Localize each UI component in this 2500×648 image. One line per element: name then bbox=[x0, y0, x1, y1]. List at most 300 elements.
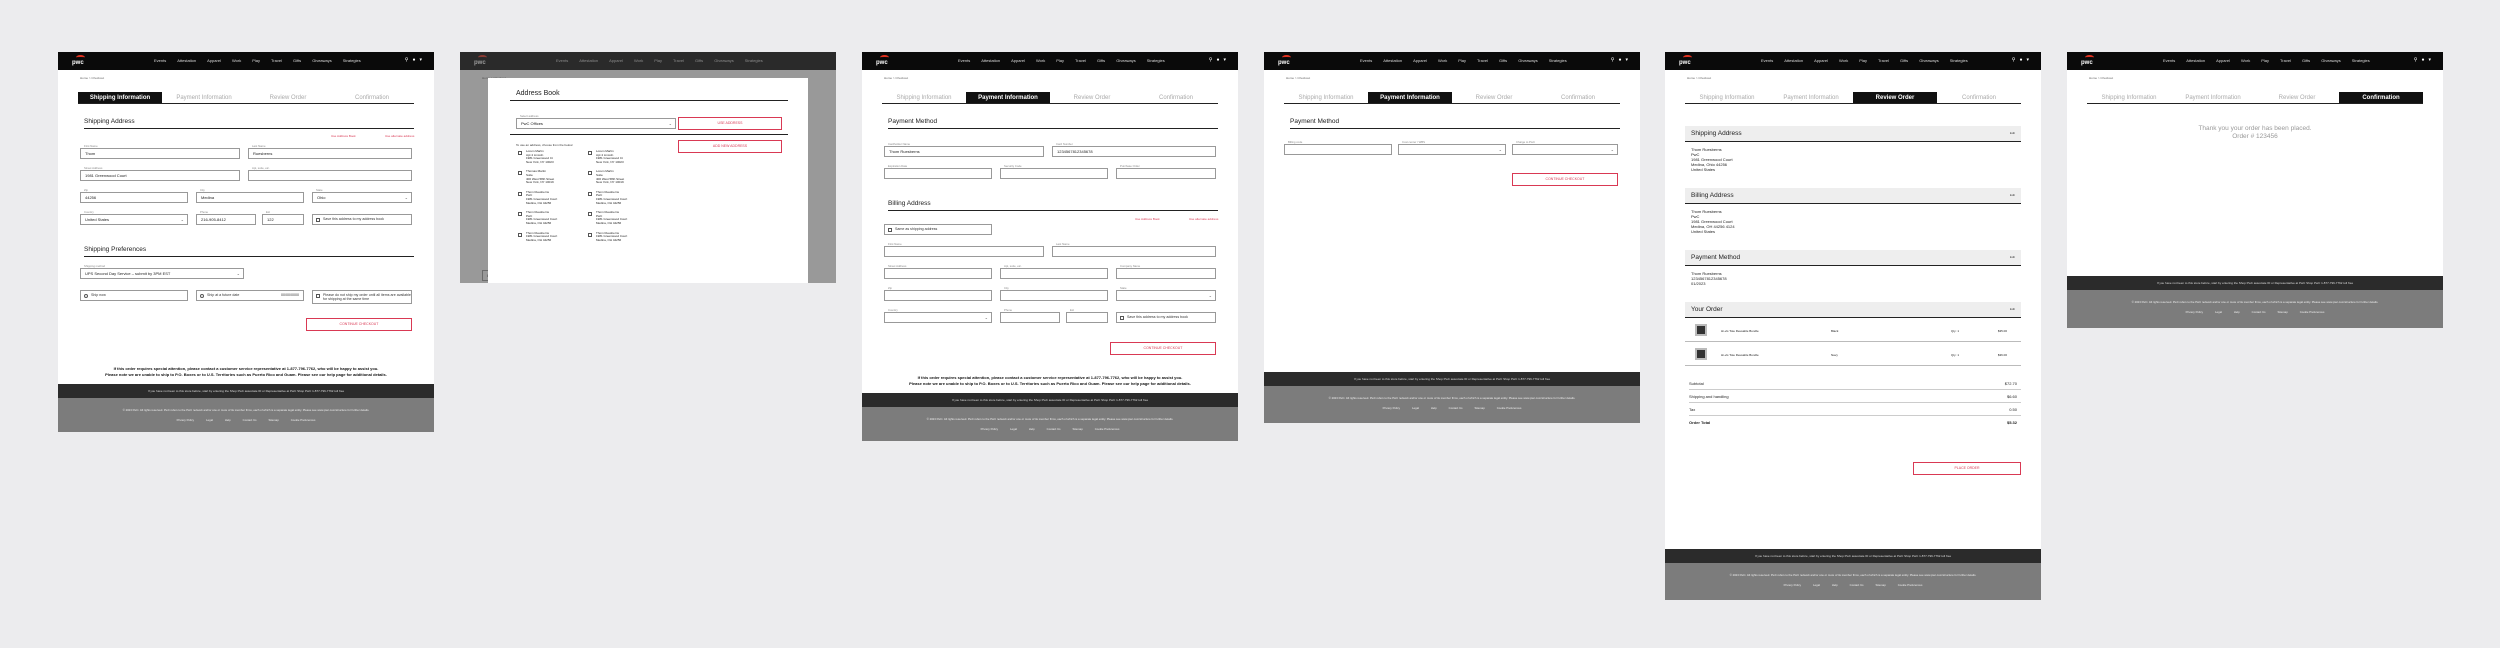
footer-band: If you have not been to this store before, start by entering the Shop PwC associate ID or Representative at PwC Shop PwC 1-877-796-7762 toll free bbox=[2067, 276, 2443, 290]
breadcrumb[interactable]: Home > Checkout bbox=[80, 76, 105, 80]
footer-link[interactable]: Privacy Policy bbox=[980, 427, 999, 431]
continue-checkout-button[interactable]: CONTINUE CHECKOUT bbox=[1512, 173, 1618, 186]
field-label: Charge to PwC bbox=[1516, 140, 1535, 144]
top-nav bbox=[58, 52, 434, 70]
checkbox-icon bbox=[588, 192, 592, 196]
section-title-text: Payment Method bbox=[1691, 254, 1741, 261]
top-nav bbox=[2067, 52, 2443, 70]
footer-links bbox=[1665, 583, 2041, 587]
step-review[interactable]: Review Order bbox=[1073, 95, 1111, 101]
checkbox-icon bbox=[316, 218, 320, 222]
section-title bbox=[1685, 126, 2021, 142]
item-color: Black bbox=[1831, 329, 1839, 333]
special-attention-note: If this order requires special attention, please contact a customer service representative at 1-877-796-7762, who will be happy to assist you. bbox=[113, 366, 379, 371]
breadcrumb[interactable]: Home > Checkout bbox=[884, 76, 909, 80]
cart-icon[interactable]: ▾ bbox=[419, 57, 422, 63]
field-label: Card Number bbox=[1056, 142, 1073, 146]
footer-legal: © 2023 PwC. All rights reserved. PwC refers to the PwC network and/or one or more of its member firms, each of which is a separate legal entity. Please see www.pwc.com/structure for further details. bbox=[1729, 573, 1977, 577]
section-title-text: Shipping Address bbox=[1691, 130, 1742, 137]
nav-link[interactable]: Strategies bbox=[1146, 58, 1165, 63]
address-entry[interactable]: Thom Ruesberns PwC 1981 Greenwood Court Medina, OH 44256 bbox=[588, 191, 658, 205]
edit-link[interactable]: Edit bbox=[2009, 307, 2015, 311]
address-entry[interactable]: Lorem Martin Apt 4 Lincoln 1981 Greenwood Ct New York, NY 10023 bbox=[518, 150, 588, 164]
row-label: Tax bbox=[1689, 407, 1696, 412]
po-box-note: Please note we are unable to ship to P.O. Boxes or to U.S. Territories such as Puerto Rico and Guam. Please see our help page for additional details. bbox=[909, 381, 1191, 386]
state-select[interactable] bbox=[312, 188, 412, 203]
item-name: Hi-vis Tote Reusable Bundle bbox=[1721, 353, 1759, 357]
footer-link[interactable]: Privacy Policy bbox=[2185, 310, 2204, 314]
field-label: City bbox=[1004, 286, 1009, 290]
step-review[interactable]: Review Order bbox=[2278, 95, 2316, 101]
field-label: Street Address bbox=[888, 264, 907, 268]
step-shipping[interactable]: Shipping Information bbox=[78, 92, 162, 103]
step-confirmation[interactable]: Confirmation bbox=[1961, 95, 1996, 101]
place-order-button[interactable]: PLACE ORDER bbox=[1913, 462, 2021, 475]
cardholder-name-field[interactable] bbox=[884, 142, 1044, 157]
nav-link[interactable]: Strategies bbox=[1548, 58, 1567, 63]
field-label: Apt, suite, etc. bbox=[252, 166, 270, 170]
expiration-field[interactable] bbox=[884, 164, 992, 179]
step-payment[interactable]: Payment Information bbox=[2185, 95, 2241, 101]
step-confirmation[interactable]: Confirmation bbox=[2339, 92, 2423, 103]
nav-link[interactable]: Giveaways bbox=[312, 58, 332, 63]
search-icon[interactable]: ⚲ bbox=[1610, 57, 1615, 63]
step-payment[interactable]: Payment Information bbox=[1783, 95, 1839, 101]
nav-link[interactable]: Travel bbox=[270, 58, 282, 63]
continue-checkout-button[interactable]: CONTINUE CHECKOUT bbox=[1110, 342, 1216, 355]
street-address-field[interactable] bbox=[80, 166, 240, 181]
nav-link[interactable]: Attestation bbox=[981, 58, 1001, 63]
step-review[interactable]: Review Order bbox=[269, 95, 307, 101]
address-entry[interactable]: Thom Ruesberns PwC 1981 Greenwood Court Medina, OH 44256 bbox=[518, 191, 588, 205]
user-icon[interactable]: ● bbox=[2019, 57, 2023, 63]
top-nav bbox=[1665, 52, 2041, 70]
ship-date-value: 00/00/0000 bbox=[281, 293, 299, 297]
field-label: Last Name bbox=[1056, 242, 1070, 246]
footer-link[interactable]: Sitemap bbox=[268, 418, 279, 422]
nav-link[interactable]: Events bbox=[1360, 58, 1373, 63]
address-entry[interactable]: Lorem Martin Suite 400 West 58th Street New York, NY 10019 bbox=[588, 170, 658, 184]
radio-label: Ship at a future date bbox=[207, 293, 240, 297]
nav-link[interactable]: Apparel bbox=[207, 58, 221, 63]
footer-link[interactable]: Sitemap bbox=[1875, 583, 1886, 587]
item-qty: Qty: 1 bbox=[1951, 353, 1960, 357]
card-number-field[interactable] bbox=[1052, 142, 1216, 157]
field-label: Phone bbox=[1004, 308, 1013, 312]
radio-label: Ship now bbox=[91, 293, 106, 297]
same-as-shipping-checkbox[interactable] bbox=[884, 224, 992, 235]
zip-field[interactable] bbox=[884, 286, 992, 301]
use-alternate-address-link[interactable]: Use alternate address bbox=[385, 134, 415, 138]
footer-link[interactable]: Legal bbox=[2215, 310, 2222, 314]
footer-link[interactable]: Help bbox=[1831, 583, 1838, 587]
footer-link[interactable]: Privacy Policy bbox=[1783, 583, 1802, 587]
chevron-down-icon: ⌄ bbox=[236, 271, 240, 276]
footer-link[interactable]: Privacy Policy bbox=[1382, 406, 1401, 410]
user-icon[interactable]: ● bbox=[2421, 57, 2425, 63]
cart-icon[interactable]: ▾ bbox=[2026, 57, 2029, 63]
save-address-checkbox[interactable] bbox=[312, 214, 412, 225]
cart-icon[interactable]: ▾ bbox=[1223, 57, 1226, 63]
field-label: Select address bbox=[520, 114, 539, 118]
address-entry[interactable]: Thom Ruesberns PwC 1981 Greenwood Court Medina, OH 44256 bbox=[588, 211, 658, 225]
nav-link[interactable]: Play bbox=[2261, 58, 2269, 63]
address-entry[interactable]: Thom Ruesberns 1981 Greenwood Court Medina, OH 44256 bbox=[518, 232, 588, 243]
nav-link[interactable]: Strategies bbox=[2351, 58, 2370, 63]
step-review[interactable]: Review Order bbox=[1853, 92, 1937, 103]
step-shipping[interactable]: Shipping Information bbox=[1699, 95, 1755, 101]
search-icon[interactable]: ⚲ bbox=[1208, 57, 1213, 63]
checkout-steps bbox=[1685, 92, 2021, 104]
modal-title: Address Book bbox=[516, 90, 560, 97]
save-address-checkbox[interactable] bbox=[1116, 312, 1216, 323]
use-address-button[interactable]: USE ADDRESS bbox=[678, 117, 782, 130]
ext-field[interactable] bbox=[1066, 308, 1108, 323]
breadcrumb[interactable]: Home > Checkout bbox=[1286, 76, 1311, 80]
field-value: United States bbox=[85, 217, 110, 222]
footer-link[interactable]: Legal bbox=[206, 418, 213, 422]
field-label: Security Code bbox=[1004, 164, 1022, 168]
footer-link[interactable]: Legal bbox=[1412, 406, 1419, 410]
user-icon[interactable]: ● bbox=[1216, 57, 1220, 63]
city-field[interactable] bbox=[196, 188, 304, 203]
field-value: 216-905-8412 bbox=[201, 217, 226, 222]
nav-link[interactable]: Events bbox=[154, 58, 167, 63]
nav-link[interactable]: Work bbox=[1838, 58, 1849, 63]
nav-link[interactable]: Gifts bbox=[292, 58, 302, 63]
nav-link[interactable]: Giveaways bbox=[1518, 58, 1538, 63]
footer-link[interactable]: Contact Us bbox=[2251, 310, 2266, 314]
address-book-modal bbox=[488, 78, 808, 283]
no-partial-ship-checkbox[interactable] bbox=[312, 290, 412, 304]
nav-icons bbox=[1611, 57, 1628, 63]
footer-link[interactable]: Cookie Preferences bbox=[290, 418, 316, 422]
screen-payment bbox=[862, 52, 1238, 441]
checkbox-icon bbox=[888, 228, 892, 232]
nav-link[interactable]: Attestation bbox=[1784, 58, 1804, 63]
section-title-text: Billing Address bbox=[1691, 192, 1734, 199]
footer-link[interactable]: Cookie Preferences bbox=[1094, 427, 1120, 431]
step-shipping[interactable]: Shipping Information bbox=[2101, 95, 2157, 101]
footer-band: If you have not been to this store before, start by entering the Shop PwC associate ID or Representative at PwC Shop PwC 1-877-796-7762 toll free bbox=[862, 393, 1238, 407]
breadcrumb[interactable]: Home > Checkout bbox=[2089, 76, 2114, 80]
step-shipping[interactable]: Shipping Information bbox=[1298, 95, 1354, 101]
nav-link[interactable]: Events bbox=[1761, 58, 1774, 63]
total-row bbox=[1689, 417, 2021, 429]
field-label: Street Address bbox=[84, 166, 103, 170]
use-alternate-address-link[interactable]: Use alternate address bbox=[1189, 217, 1219, 221]
checkbox-icon bbox=[588, 151, 592, 155]
cart-icon[interactable]: ▾ bbox=[1625, 57, 1628, 63]
nav-link[interactable]: Play bbox=[1859, 58, 1867, 63]
continue-checkout-button[interactable]: CONTINUE CHECKOUT bbox=[306, 318, 412, 331]
field-label: Cardholder Name bbox=[888, 142, 911, 146]
ship-later-radio[interactable] bbox=[196, 290, 304, 301]
step-review[interactable]: Review Order bbox=[1475, 95, 1513, 101]
order-number: Order # 123456 bbox=[2232, 133, 2278, 140]
nav-icons bbox=[2414, 57, 2431, 63]
phone-field[interactable] bbox=[196, 210, 256, 225]
first-name-field[interactable] bbox=[80, 144, 240, 159]
footer-legal: © 2023 PwC. All rights reserved. PwC refers to the PwC network and/or one or more of its member firms, each of which is a separate legal entity. Please see www.pwc.com/structure for further details. bbox=[926, 417, 1174, 421]
nav-link[interactable]: Apparel bbox=[2216, 58, 2230, 63]
footer-link[interactable]: Sitemap bbox=[1072, 427, 1083, 431]
footer-legal: © 2023 PwC. All rights reserved. PwC refers to the PwC network and/or one or more of its member firms, each of which is a separate legal entity. Please see www.pwc.com/structure for further details. bbox=[122, 408, 370, 412]
search-icon[interactable]: ⚲ bbox=[2413, 57, 2418, 63]
address-list bbox=[518, 150, 658, 242]
field-label: State bbox=[1120, 286, 1127, 290]
pwc-logo[interactable]: pwc bbox=[876, 55, 890, 67]
nav-link[interactable]: Attestation bbox=[2186, 58, 2206, 63]
chevron-down-icon: ⌄ bbox=[1208, 293, 1212, 298]
checkout-steps bbox=[78, 92, 414, 104]
field-label: First Name bbox=[84, 144, 98, 148]
edit-link[interactable]: Edit bbox=[2009, 255, 2015, 259]
nav-links bbox=[1761, 58, 1968, 63]
row-value: $5.32 bbox=[2006, 420, 2017, 425]
payment-summary: Thom Ruesberns 1234567812345678 01/2023 bbox=[1691, 271, 1727, 286]
footer-link[interactable]: Cookie Preferences bbox=[1897, 583, 1923, 587]
footer-links bbox=[1264, 406, 1640, 410]
footer-links bbox=[862, 427, 1238, 431]
street-address-field[interactable] bbox=[884, 264, 992, 279]
step-confirmation[interactable]: Confirmation bbox=[1560, 95, 1595, 101]
apt-suite-field[interactable] bbox=[1000, 264, 1108, 279]
phone-field[interactable] bbox=[1000, 308, 1060, 323]
use-address-book-link[interactable]: Use Address Book bbox=[1135, 217, 1160, 221]
checkout-steps bbox=[2087, 92, 2423, 104]
nav-link[interactable]: Gifts bbox=[1498, 58, 1508, 63]
footer-links bbox=[2067, 310, 2443, 314]
nav-link[interactable]: Work bbox=[1437, 58, 1448, 63]
nav-link[interactable]: Strategies bbox=[342, 58, 361, 63]
field-label: Purchase Order bbox=[1120, 164, 1140, 168]
footer-link[interactable]: Sitemap bbox=[1474, 406, 1485, 410]
chevron-down-icon: ⌄ bbox=[404, 195, 408, 200]
address-entry[interactable]: Lorem Martin Apt 4 Lincoln 1981 Greenwood Ct New York, NY 10023 bbox=[588, 150, 658, 164]
radio-icon bbox=[200, 294, 204, 298]
nav-link[interactable]: Play bbox=[252, 58, 260, 63]
ext-field[interactable] bbox=[262, 210, 304, 225]
step-payment[interactable]: Payment Information bbox=[1368, 92, 1452, 103]
nav-link[interactable]: Travel bbox=[1074, 58, 1086, 63]
nav-link[interactable]: Travel bbox=[1877, 58, 1889, 63]
purchase-order-field[interactable] bbox=[1116, 164, 1216, 179]
tax-row bbox=[1689, 404, 2021, 416]
nav-link[interactable]: Gifts bbox=[1899, 58, 1909, 63]
search-icon[interactable]: ⚲ bbox=[2011, 57, 2016, 63]
row-label: Order Total bbox=[1689, 420, 1711, 425]
field-label: Apt, suite, etc. bbox=[1004, 264, 1022, 268]
footer-link[interactable]: Contact Us bbox=[1849, 583, 1864, 587]
footer-link[interactable]: Help bbox=[224, 418, 231, 422]
footer-band: If you have not been to this store before, start by entering the Shop PwC associate ID or Representative at PwC Shop PwC 1-877-796-7762 toll free bbox=[1264, 372, 1640, 386]
country-select[interactable] bbox=[884, 308, 992, 323]
step-confirmation[interactable]: Confirmation bbox=[1158, 95, 1193, 101]
footer-link[interactable]: Contact Us bbox=[1448, 406, 1463, 410]
state-select[interactable] bbox=[1116, 286, 1216, 301]
section-title bbox=[1685, 188, 2021, 204]
pwc-logo[interactable]: pwc bbox=[1679, 55, 1693, 67]
footer-link[interactable]: Cookie Preferences bbox=[1496, 406, 1522, 410]
city-field[interactable] bbox=[1000, 286, 1108, 301]
field-label: Country bbox=[84, 210, 94, 214]
footer bbox=[1665, 563, 2041, 600]
item-qty: Qty: 1 bbox=[1951, 329, 1960, 333]
nav-link[interactable]: Giveaways bbox=[1919, 58, 1939, 63]
step-confirmation[interactable]: Confirmation bbox=[354, 95, 389, 101]
divider bbox=[510, 134, 788, 135]
footer-band: If you have not been to this store before, start by entering the Shop PwC associate ID or Representative at PwC Shop PwC 1-877-796-7762 toll free bbox=[58, 384, 434, 398]
ship-now-radio[interactable] bbox=[80, 290, 188, 301]
user-icon[interactable]: ● bbox=[1618, 57, 1622, 63]
footer-link[interactable]: Legal bbox=[1010, 427, 1017, 431]
footer-link[interactable]: Contact Us bbox=[1046, 427, 1061, 431]
nav-link[interactable]: Apparel bbox=[1413, 58, 1427, 63]
cost-center-select[interactable] bbox=[1398, 140, 1506, 155]
footer-link[interactable]: Sitemap bbox=[2277, 310, 2288, 314]
first-name-field[interactable] bbox=[884, 242, 1044, 257]
nav-link[interactable]: Work bbox=[2240, 58, 2251, 63]
footer-link[interactable]: Help bbox=[1028, 427, 1035, 431]
screen-shipping bbox=[58, 52, 434, 432]
use-address-book-link[interactable]: Use Address Book bbox=[331, 134, 356, 138]
field-label: Ext bbox=[1070, 308, 1075, 312]
nav-link[interactable]: Attestation bbox=[1383, 58, 1403, 63]
field-label: Phone bbox=[200, 210, 209, 214]
address-entry[interactable]: Thom Ruesberns PwC 1981 Greenwood Court Medina, OH 44256 bbox=[518, 211, 588, 225]
footer-link[interactable]: Cookie Preferences bbox=[2299, 310, 2325, 314]
item-name: Hi-vis Tote Reusable Bundle bbox=[1721, 329, 1759, 333]
footer bbox=[58, 398, 434, 432]
nav-link[interactable]: Apparel bbox=[1814, 58, 1828, 63]
field-label: Company Name bbox=[1120, 264, 1141, 268]
field-label: Cost center / WBS bbox=[1402, 140, 1426, 144]
pwc-logo[interactable]: pwc bbox=[2081, 55, 2095, 67]
field-label: Zip bbox=[84, 188, 88, 192]
last-name-field[interactable] bbox=[248, 144, 412, 159]
checkout-steps bbox=[1284, 92, 1620, 104]
footer-link[interactable]: Legal bbox=[1813, 583, 1820, 587]
field-label: Last Name bbox=[252, 144, 266, 148]
item-price: $35.00 bbox=[1997, 329, 2007, 333]
edit-link[interactable]: Edit bbox=[2009, 131, 2015, 135]
nav-link[interactable]: Strategies bbox=[1949, 58, 1968, 63]
nav-link[interactable]: Events bbox=[958, 58, 971, 63]
field-label: Shipping method bbox=[84, 264, 105, 268]
footer-legal: © 2023 PwC. All rights reserved. PwC refers to the PwC network and/or one or more of its member firms, each of which is a separate legal entity. Please see www.pwc.com/structure for further details. bbox=[2131, 300, 2379, 304]
field-value: Ohio bbox=[317, 195, 326, 200]
section-title: Shipping Preferences bbox=[84, 246, 414, 257]
footer-link[interactable]: Privacy Policy bbox=[176, 418, 195, 422]
row-label: Subtotal bbox=[1689, 381, 1704, 386]
nav-links bbox=[2163, 58, 2370, 63]
nav-link[interactable]: Play bbox=[1056, 58, 1064, 63]
company-field[interactable] bbox=[1116, 264, 1216, 279]
nav-link[interactable]: Gifts bbox=[1096, 58, 1106, 63]
checkbox-label: Save this address to my address book bbox=[1127, 315, 1188, 319]
divider bbox=[510, 100, 788, 101]
row-value: $6.60 bbox=[2006, 394, 2017, 399]
subtotal-row bbox=[1689, 378, 2021, 390]
field-label: State bbox=[316, 188, 323, 192]
nav-link[interactable]: Apparel bbox=[1011, 58, 1025, 63]
top-nav bbox=[862, 52, 1238, 70]
nav-icons bbox=[1209, 57, 1226, 63]
address-entry[interactable]: Thomas Martin Suite 400 West 58th Street New York, NY 10019 bbox=[518, 170, 588, 184]
security-code-field[interactable] bbox=[1000, 164, 1108, 179]
section-title: Shipping Address bbox=[84, 118, 414, 129]
step-payment[interactable]: Payment Information bbox=[176, 95, 232, 101]
screen-confirmation bbox=[2067, 52, 2443, 328]
nav-link[interactable]: Gifts bbox=[2301, 58, 2311, 63]
nav-link[interactable]: Attestation bbox=[177, 58, 197, 63]
pwc-logo[interactable]: pwc bbox=[1278, 55, 1292, 67]
zip-field[interactable] bbox=[80, 188, 188, 203]
checkbox-icon bbox=[588, 171, 592, 175]
last-name-field[interactable] bbox=[1052, 242, 1216, 257]
section-title bbox=[1685, 250, 2021, 266]
nav-link[interactable]: Giveaways bbox=[2321, 58, 2341, 63]
footer-link[interactable]: Help bbox=[1430, 406, 1437, 410]
row-value: $72.70 bbox=[2004, 381, 2017, 386]
shipping-row bbox=[1689, 391, 2021, 403]
footer bbox=[1264, 386, 1640, 423]
nav-link[interactable]: Work bbox=[231, 58, 242, 63]
nav-link[interactable]: Giveaways bbox=[1116, 58, 1136, 63]
pwc-logo[interactable]: pwc bbox=[72, 55, 86, 67]
step-payment[interactable]: Payment Information bbox=[966, 92, 1050, 103]
apt-suite-field[interactable] bbox=[248, 166, 412, 181]
po-box-note: Please note we are unable to ship to P.O. Boxes or to U.S. Territories such as Puerto Rico and Guam. Please see our help page for additional details. bbox=[105, 372, 387, 377]
address-entry[interactable]: Thom Ruesberns 1981 Greenwood Court Medina, OH 44256 bbox=[588, 232, 658, 243]
nav-link[interactable]: Travel bbox=[1476, 58, 1488, 63]
billing-code-field[interactable] bbox=[1284, 140, 1392, 155]
nav-link[interactable]: Work bbox=[1035, 58, 1046, 63]
field-label: Expiration Date bbox=[888, 164, 908, 168]
screen-payment-alternate bbox=[1264, 52, 1640, 423]
breadcrumb[interactable]: Home > Checkout bbox=[1687, 76, 1712, 80]
field-label: Zip bbox=[888, 286, 892, 290]
country-select[interactable] bbox=[80, 210, 188, 225]
user-icon[interactable]: ● bbox=[412, 57, 416, 63]
field-value: Medina bbox=[201, 195, 215, 200]
address-select[interactable] bbox=[516, 114, 676, 129]
nav-link[interactable]: Travel bbox=[2279, 58, 2291, 63]
edit-link[interactable]: Edit bbox=[2009, 193, 2015, 197]
charge-select[interactable] bbox=[1512, 140, 1618, 155]
search-icon[interactable]: ⚲ bbox=[404, 57, 409, 63]
shipping-method-select[interactable] bbox=[80, 264, 244, 279]
footer-links bbox=[58, 418, 434, 422]
field-value: Thom bbox=[85, 151, 96, 156]
cart-icon[interactable]: ▾ bbox=[2428, 57, 2431, 63]
footer-link[interactable]: Help bbox=[2233, 310, 2240, 314]
checkbox-icon bbox=[316, 294, 320, 298]
add-new-address-button[interactable]: ADD NEW ADDRESS bbox=[678, 140, 782, 153]
footer-link[interactable]: Contact Us bbox=[242, 418, 257, 422]
product-thumbnail bbox=[1695, 324, 1707, 336]
shipping-summary: Thom Ruesberns PwC 1981 Greenwood Court Medina, Ohio 44256 United States bbox=[1691, 147, 1733, 172]
billing-summary: Thom Ruesberns PwC 1981 Greenwood Court Medina, OH 44256 4124 United States bbox=[1691, 209, 1735, 234]
chevron-down-icon: ⌄ bbox=[1498, 147, 1502, 152]
checkbox-icon bbox=[518, 171, 522, 175]
nav-icons bbox=[2012, 57, 2029, 63]
nav-link[interactable]: Events bbox=[2163, 58, 2176, 63]
checkbox-icon bbox=[518, 192, 522, 196]
step-shipping[interactable]: Shipping Information bbox=[896, 95, 952, 101]
nav-link[interactable]: Play bbox=[1458, 58, 1466, 63]
